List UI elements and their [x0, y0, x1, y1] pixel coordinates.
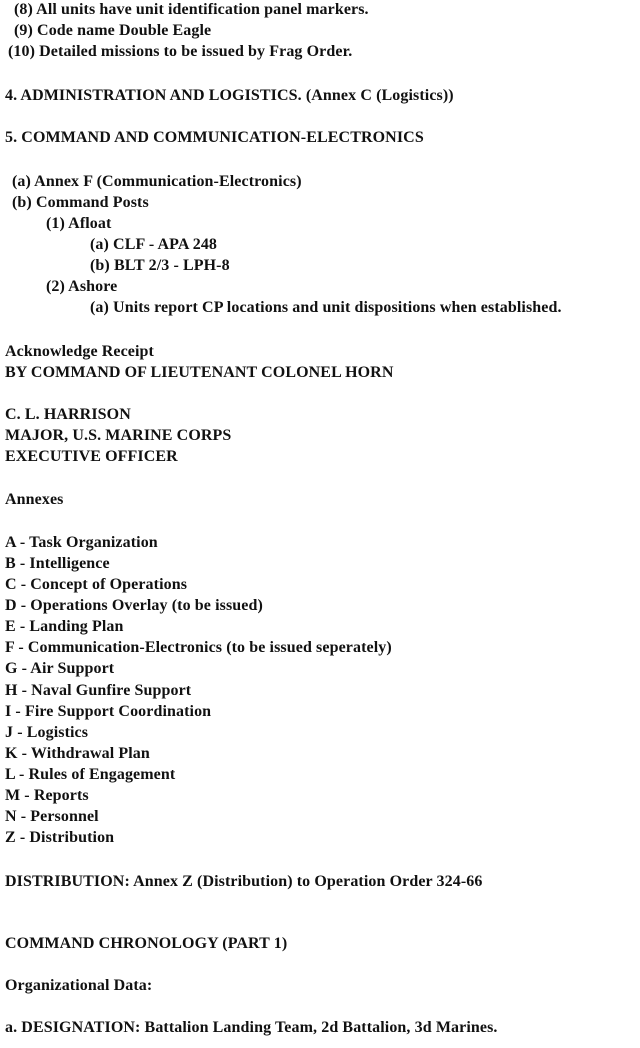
annex-item: L - Rules of Engagement [5, 766, 176, 783]
section-5-heading: 5. COMMAND AND COMMUNICATION-ELECTRONICS [5, 129, 424, 146]
signature-name: C. L. HARRISON [5, 406, 131, 423]
ashore-item: (2) Ashore [46, 278, 118, 295]
acknowledge-receipt: Acknowledge Receipt [5, 343, 154, 360]
annex-item: F - Communication-Electronics (to be issued seperately) [5, 639, 392, 656]
section-5-item-b: (b) Command Posts [12, 194, 149, 211]
annexes-heading: Annexes [5, 491, 64, 508]
afloat-sub-a: (a) CLF - APA 248 [90, 236, 218, 253]
annex-item: M - Reports [5, 787, 89, 804]
ashore-sub-a: (a) Units report CP locations and unit dispositions when established. [90, 299, 562, 316]
annex-item: C - Concept of Operations [5, 576, 188, 593]
annex-item: N - Personnel [5, 808, 99, 825]
signature-rank: MAJOR, U.S. MARINE CORPS [5, 427, 232, 444]
organizational-data-heading: Organizational Data: [5, 977, 153, 994]
item-9: (9) Code name Double Eagle [14, 22, 212, 39]
annex-item: D - Operations Overlay (to be issued) [5, 597, 263, 614]
annex-item: G - Air Support [5, 660, 115, 677]
annex-item: Z - Distribution [5, 829, 115, 846]
signature-title: EXECUTIVE OFFICER [5, 448, 178, 465]
distribution-line: DISTRIBUTION: Annex Z (Distribution) to Operation Order 324-66 [5, 873, 483, 890]
item-10: (10) Detailed missions to be issued by Frag Order. [8, 43, 353, 60]
annex-item: B - Intelligence [5, 555, 110, 572]
annex-item: I - Fire Support Coordination [5, 703, 212, 720]
annex-item: H - Naval Gunfire Support [5, 682, 192, 699]
annex-item: J - Logistics [5, 724, 89, 741]
section-4-heading: 4. ADMINISTRATION AND LOGISTICS. (Annex C (Logistics)) [5, 87, 454, 104]
designation-line: a. DESIGNATION: Battalion Landing Team, 2d Battalion, 3d Marines. [5, 1019, 498, 1036]
afloat-sub-b: (b) BLT 2/3 - LPH-8 [90, 257, 230, 274]
afloat-item: (1) Afloat [46, 215, 112, 232]
annex-item: K - Withdrawal Plan [5, 745, 150, 762]
by-command-line: BY COMMAND OF LIEUTENANT COLONEL HORN [5, 364, 394, 381]
chronology-heading: COMMAND CHRONOLOGY (PART 1) [5, 935, 288, 952]
section-5-item-a: (a) Annex F (Communication-Electronics) [12, 173, 302, 190]
annex-item: A - Task Organization [5, 534, 158, 551]
annex-item: E - Landing Plan [5, 618, 124, 635]
item-8: (8) All units have unit identification panel markers. [14, 1, 369, 18]
